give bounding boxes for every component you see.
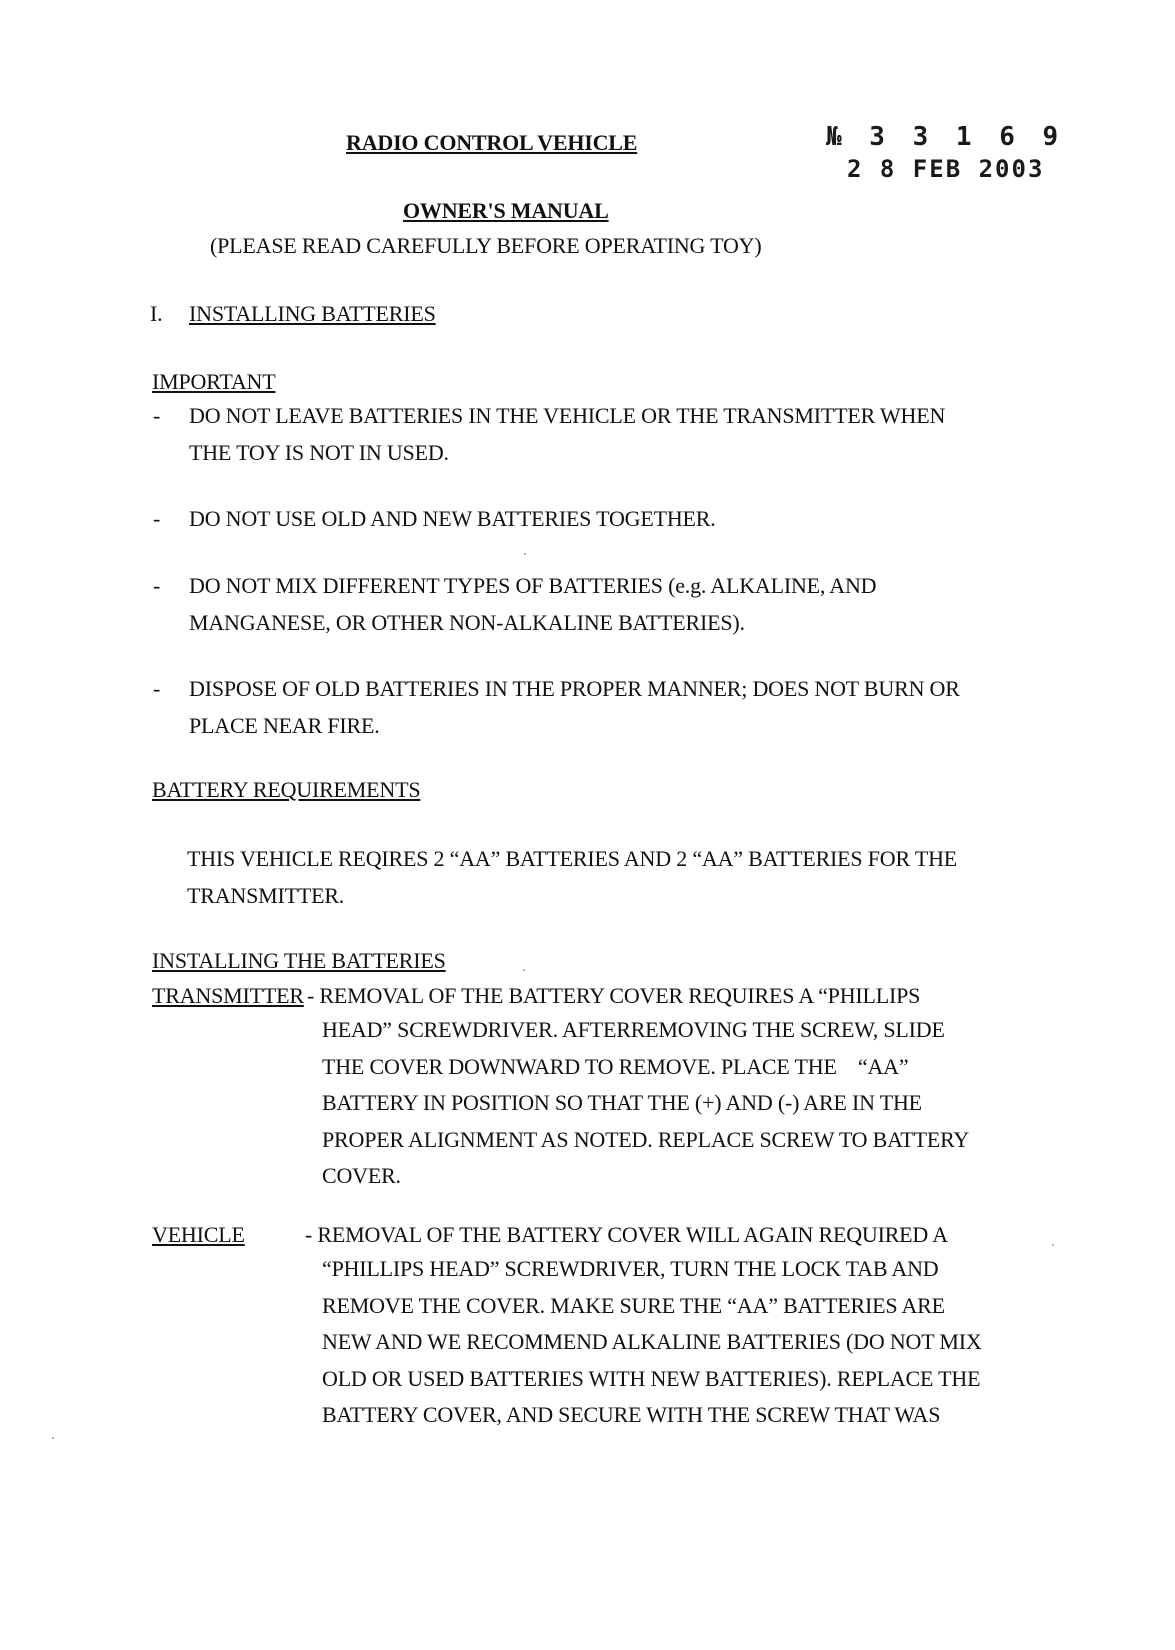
bullet-item bbox=[189, 568, 876, 641]
instruction-line: COVER. bbox=[322, 1163, 401, 1188]
important-label: IMPORTANT bbox=[152, 369, 276, 394]
scan-speck bbox=[523, 969, 525, 971]
instruction-line: THE COVER DOWNWARD TO REMOVE. PLACE THE “AA” bbox=[322, 1053, 909, 1079]
requirements-line: TRANSMITTER. bbox=[187, 882, 345, 908]
instruction-line: REMOVE THE COVER. MAKE SURE THE “AA” BATTERIES ARE bbox=[322, 1292, 945, 1318]
vehicle-first-line: - REMOVAL OF THE BATTERY COVER WILL AGAIN REQUIRED A bbox=[305, 1222, 948, 1247]
bullet-dash: - bbox=[153, 573, 161, 598]
reference-number-stamp: № 3 3 1 6 9 bbox=[826, 122, 1065, 152]
bullet-line: PLACE NEAR FIRE. bbox=[189, 712, 380, 738]
bullet-line: MANGANESE, OR OTHER NON-ALKALINE BATTERIES). bbox=[189, 609, 745, 635]
bullet-item bbox=[189, 398, 945, 471]
bullet-dash: - bbox=[153, 403, 161, 428]
vehicle-instructions bbox=[322, 1251, 982, 1434]
scan-speck bbox=[1052, 1244, 1054, 1246]
instruction-line: HEAD” SCREWDRIVER. AFTERREMOVING THE SCREW, SLIDE bbox=[322, 1017, 945, 1042]
bullet-dash: - bbox=[153, 676, 161, 701]
bullet-line: DO NOT LEAVE BATTERIES IN THE VEHICLE OR THE TRANSMITTER WHEN bbox=[189, 403, 946, 428]
vehicle-label: VEHICLE bbox=[152, 1222, 245, 1247]
bullet-item bbox=[189, 671, 960, 744]
battery-requirements-label: BATTERY REQUIREMENTS bbox=[152, 777, 421, 802]
bullet-line: DISPOSE OF OLD BATTERIES IN THE PROPER MANNER; DOES NOT BURN OR bbox=[189, 676, 960, 701]
instruction-line: PROPER ALIGNMENT AS NOTED. REPLACE SCREW TO BATTERY bbox=[322, 1126, 970, 1152]
transmitter-label: TRANSMITTER bbox=[152, 983, 304, 1008]
manual-subheading: (PLEASE READ CAREFULLY BEFORE OPERATING TOY) bbox=[210, 233, 762, 258]
transmitter-first-line: - REMOVAL OF THE BATTERY COVER REQUIRES A “PHILLIPS bbox=[307, 983, 921, 1008]
manual-heading: OWNER'S MANUAL bbox=[403, 198, 609, 223]
instruction-line: NEW AND WE RECOMMEND ALKALINE BATTERIES (DO NOT MIX bbox=[322, 1329, 982, 1354]
transmitter-instructions bbox=[322, 1012, 969, 1195]
instruction-line: BATTERY IN POSITION SO THAT THE (+) AND (-) ARE IN THE bbox=[322, 1090, 922, 1115]
bullet-dash: - bbox=[153, 506, 161, 531]
bullet-line: THE TOY IS NOT IN USED. bbox=[189, 439, 449, 465]
requirements-line: THIS VEHICLE REQIRES 2 “AA” BATTERIES AND 2 “AA” BATTERIES FOR THE bbox=[187, 846, 958, 871]
document-title: RADIO CONTROL VEHICLE bbox=[346, 130, 638, 155]
battery-requirements-text bbox=[187, 841, 957, 914]
instruction-line: OLD OR USED BATTERIES WITH NEW BATTERIES). REPLACE THE bbox=[322, 1365, 981, 1391]
date-stamp: 2 8 FEB 2003 bbox=[847, 155, 1045, 183]
bullet-item bbox=[189, 501, 716, 538]
installing-label: INSTALLING THE BATTERIES bbox=[152, 948, 446, 973]
scan-speck bbox=[52, 1437, 54, 1439]
bullet-line: DO NOT USE OLD AND NEW BATTERIES TOGETHER. bbox=[189, 506, 716, 531]
section-title: INSTALLING BATTERIES bbox=[189, 301, 436, 326]
bullet-line: DO NOT MIX DIFFERENT TYPES OF BATTERIES (e.g. ALKALINE, AND bbox=[189, 573, 877, 598]
scan-speck bbox=[524, 553, 526, 555]
section-number: I. bbox=[150, 301, 163, 326]
instruction-line: BATTERY COVER, AND SECURE WITH THE SCREW THAT WAS bbox=[322, 1402, 941, 1427]
instruction-line: “PHILLIPS HEAD” SCREWDRIVER, TURN THE LOCK TAB AND bbox=[322, 1256, 939, 1281]
